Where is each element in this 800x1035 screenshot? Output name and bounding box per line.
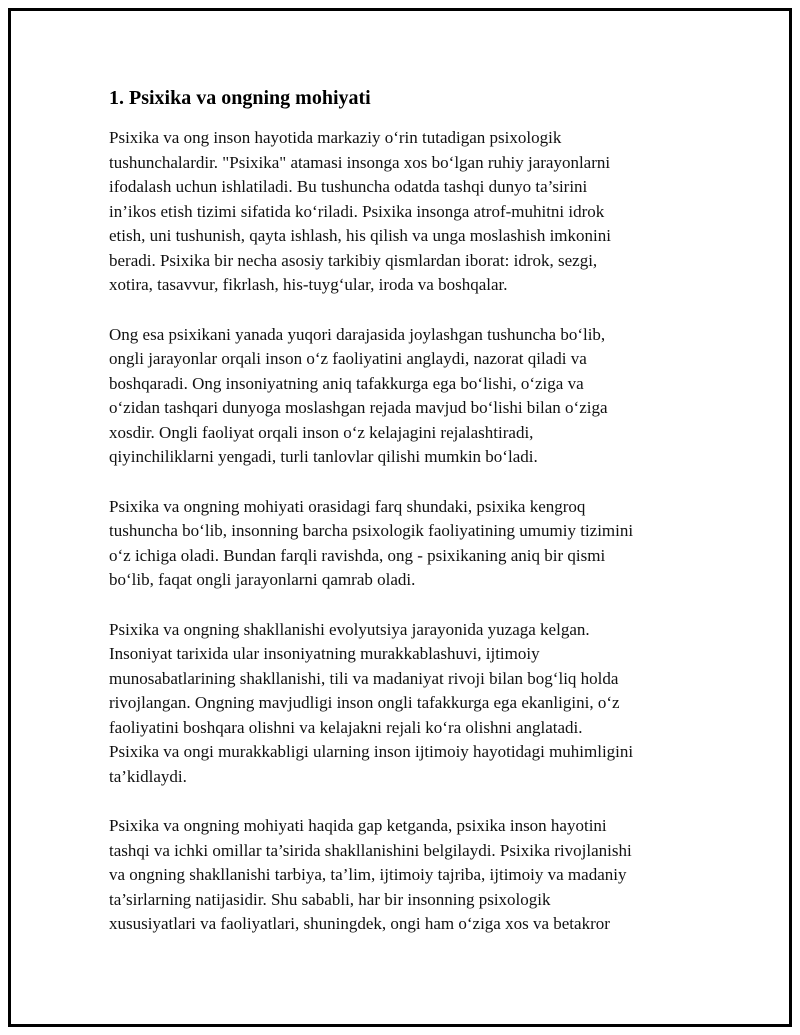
paragraph-line: ongli jarayonlar orqali inson o‘z faoliyatini anglaydi, nazorat qiladi va (109, 349, 587, 368)
paragraph-5 (109, 814, 699, 937)
paragraph-line: va ongning shakllanishi tarbiya, ta’lim, ijtimoiy tajriba, ijtimoiy va madaniy (109, 865, 627, 884)
paragraph-line: Psixika va ongning mohiyati orasidagi farq shundaki, psixika kengroq (109, 496, 586, 516)
paragraph-line: munosabatlarining shakllanishi, tili va madaniyat rivoji bilan bog‘liq holda (109, 668, 619, 688)
paragraph-line: Psixika va ongi murakkabligi ularning inson ijtimoiy hayotidagi muhimligini (109, 742, 634, 761)
paragraph-line: xotira, tasavvur, fikrlash, his-tuyg‘ular, iroda va boshqalar. (109, 275, 508, 294)
paragraph-line: faoliyatini boshqara olishni va kelajakni rejali ko‘ra olishni anglatadi. (109, 717, 583, 737)
paragraph-line: qiyinchiliklarni yengadi, turli tanlovlar qilishi mumkin bo‘ladi. (109, 447, 538, 466)
paragraph-line: bo‘lib, faqat ongli jarayonlarni qamrab oladi. (109, 570, 416, 589)
paragraph-line: ta’sirlarning natijasidir. Shu sababli, har bir insonning psixologik (109, 889, 551, 909)
paragraph-line: tushuncha bo‘lib, insonning barcha psixologik faoliyatining umumiy tizimini (109, 521, 634, 540)
paragraph-line: xususiyatlari va faoliyatlari, shuningdek, ongi ham o‘ziga xos va betakror (109, 914, 610, 933)
paragraph-1 (109, 126, 699, 298)
paragraph-2 (109, 323, 699, 470)
paragraph-line: boshqaradi. Ong insoniyatning aniq tafakkurga ega bo‘lishi, o‘ziga va (109, 373, 584, 393)
paragraph-3 (109, 495, 699, 593)
paragraph-line: tushunchalardir. "Psixika" atamasi insonga xos bo‘lgan ruhiy jarayonlarni (109, 152, 611, 172)
section-heading: 1. Psixika va ongning mohiyati (109, 87, 371, 109)
paragraph-line: Psixika va ong inson hayotida markaziy o‘rin tutadigan psixologik (109, 128, 562, 147)
paragraph-line: Ong esa psixikani yanada yuqori darajasida joylashgan tushuncha bo‘lib, (109, 324, 606, 344)
paragraph-line: Psixika va ongning shakllanishi evolyutsiya jarayonida yuzaga kelgan. (109, 619, 590, 639)
paragraph-line: rivojlangan. Ongning mavjudligi inson ongli tafakkurga ega ekanligini, o‘z (109, 693, 620, 712)
paragraph-4 (109, 618, 699, 790)
paragraph-line: xosdir. Ongli faoliyat orqali inson o‘z kelajagini rejalashtiradi, (109, 422, 534, 442)
paragraph-line: Insoniyat tarixida ular insoniyatning murakkablashuvi, ijtimoiy (109, 644, 540, 663)
paragraph-line: ifodalash uchun ishlatiladi. Bu tushuncha odatda tashqi dunyo ta’sirini (109, 177, 588, 196)
document-body (109, 86, 699, 962)
paragraph-line: etish, uni tushunish, qayta ishlash, his qilish va unga moslashish imkonini (109, 226, 611, 245)
paragraph-line: in’ikos etish tizimi sifatida ko‘riladi. Psixika insonga atrof-muhitni idrok (109, 201, 605, 221)
paragraph-line: o‘z ichiga oladi. Bundan farqli ravishda, ong - psixikaning aniq bir qismi (109, 545, 606, 565)
paragraph-line: o‘zidan tashqari dunyoga moslashgan rejada mavjud bo‘lishi bilan o‘ziga (109, 398, 608, 417)
paragraph-line: tashqi va ichki omillar ta’sirida shakllanishini belgilaydi. Psixika rivojlanishi (109, 840, 632, 860)
paragraph-line: ta’kidlaydi. (109, 766, 187, 786)
paragraph-line: beradi. Psixika bir necha asosiy tarkibiy qismlardan iborat: idrok, sezgi, (109, 250, 598, 270)
paragraph-line: Psixika va ongning mohiyati haqida gap ketganda, psixika inson hayotini (109, 816, 607, 835)
